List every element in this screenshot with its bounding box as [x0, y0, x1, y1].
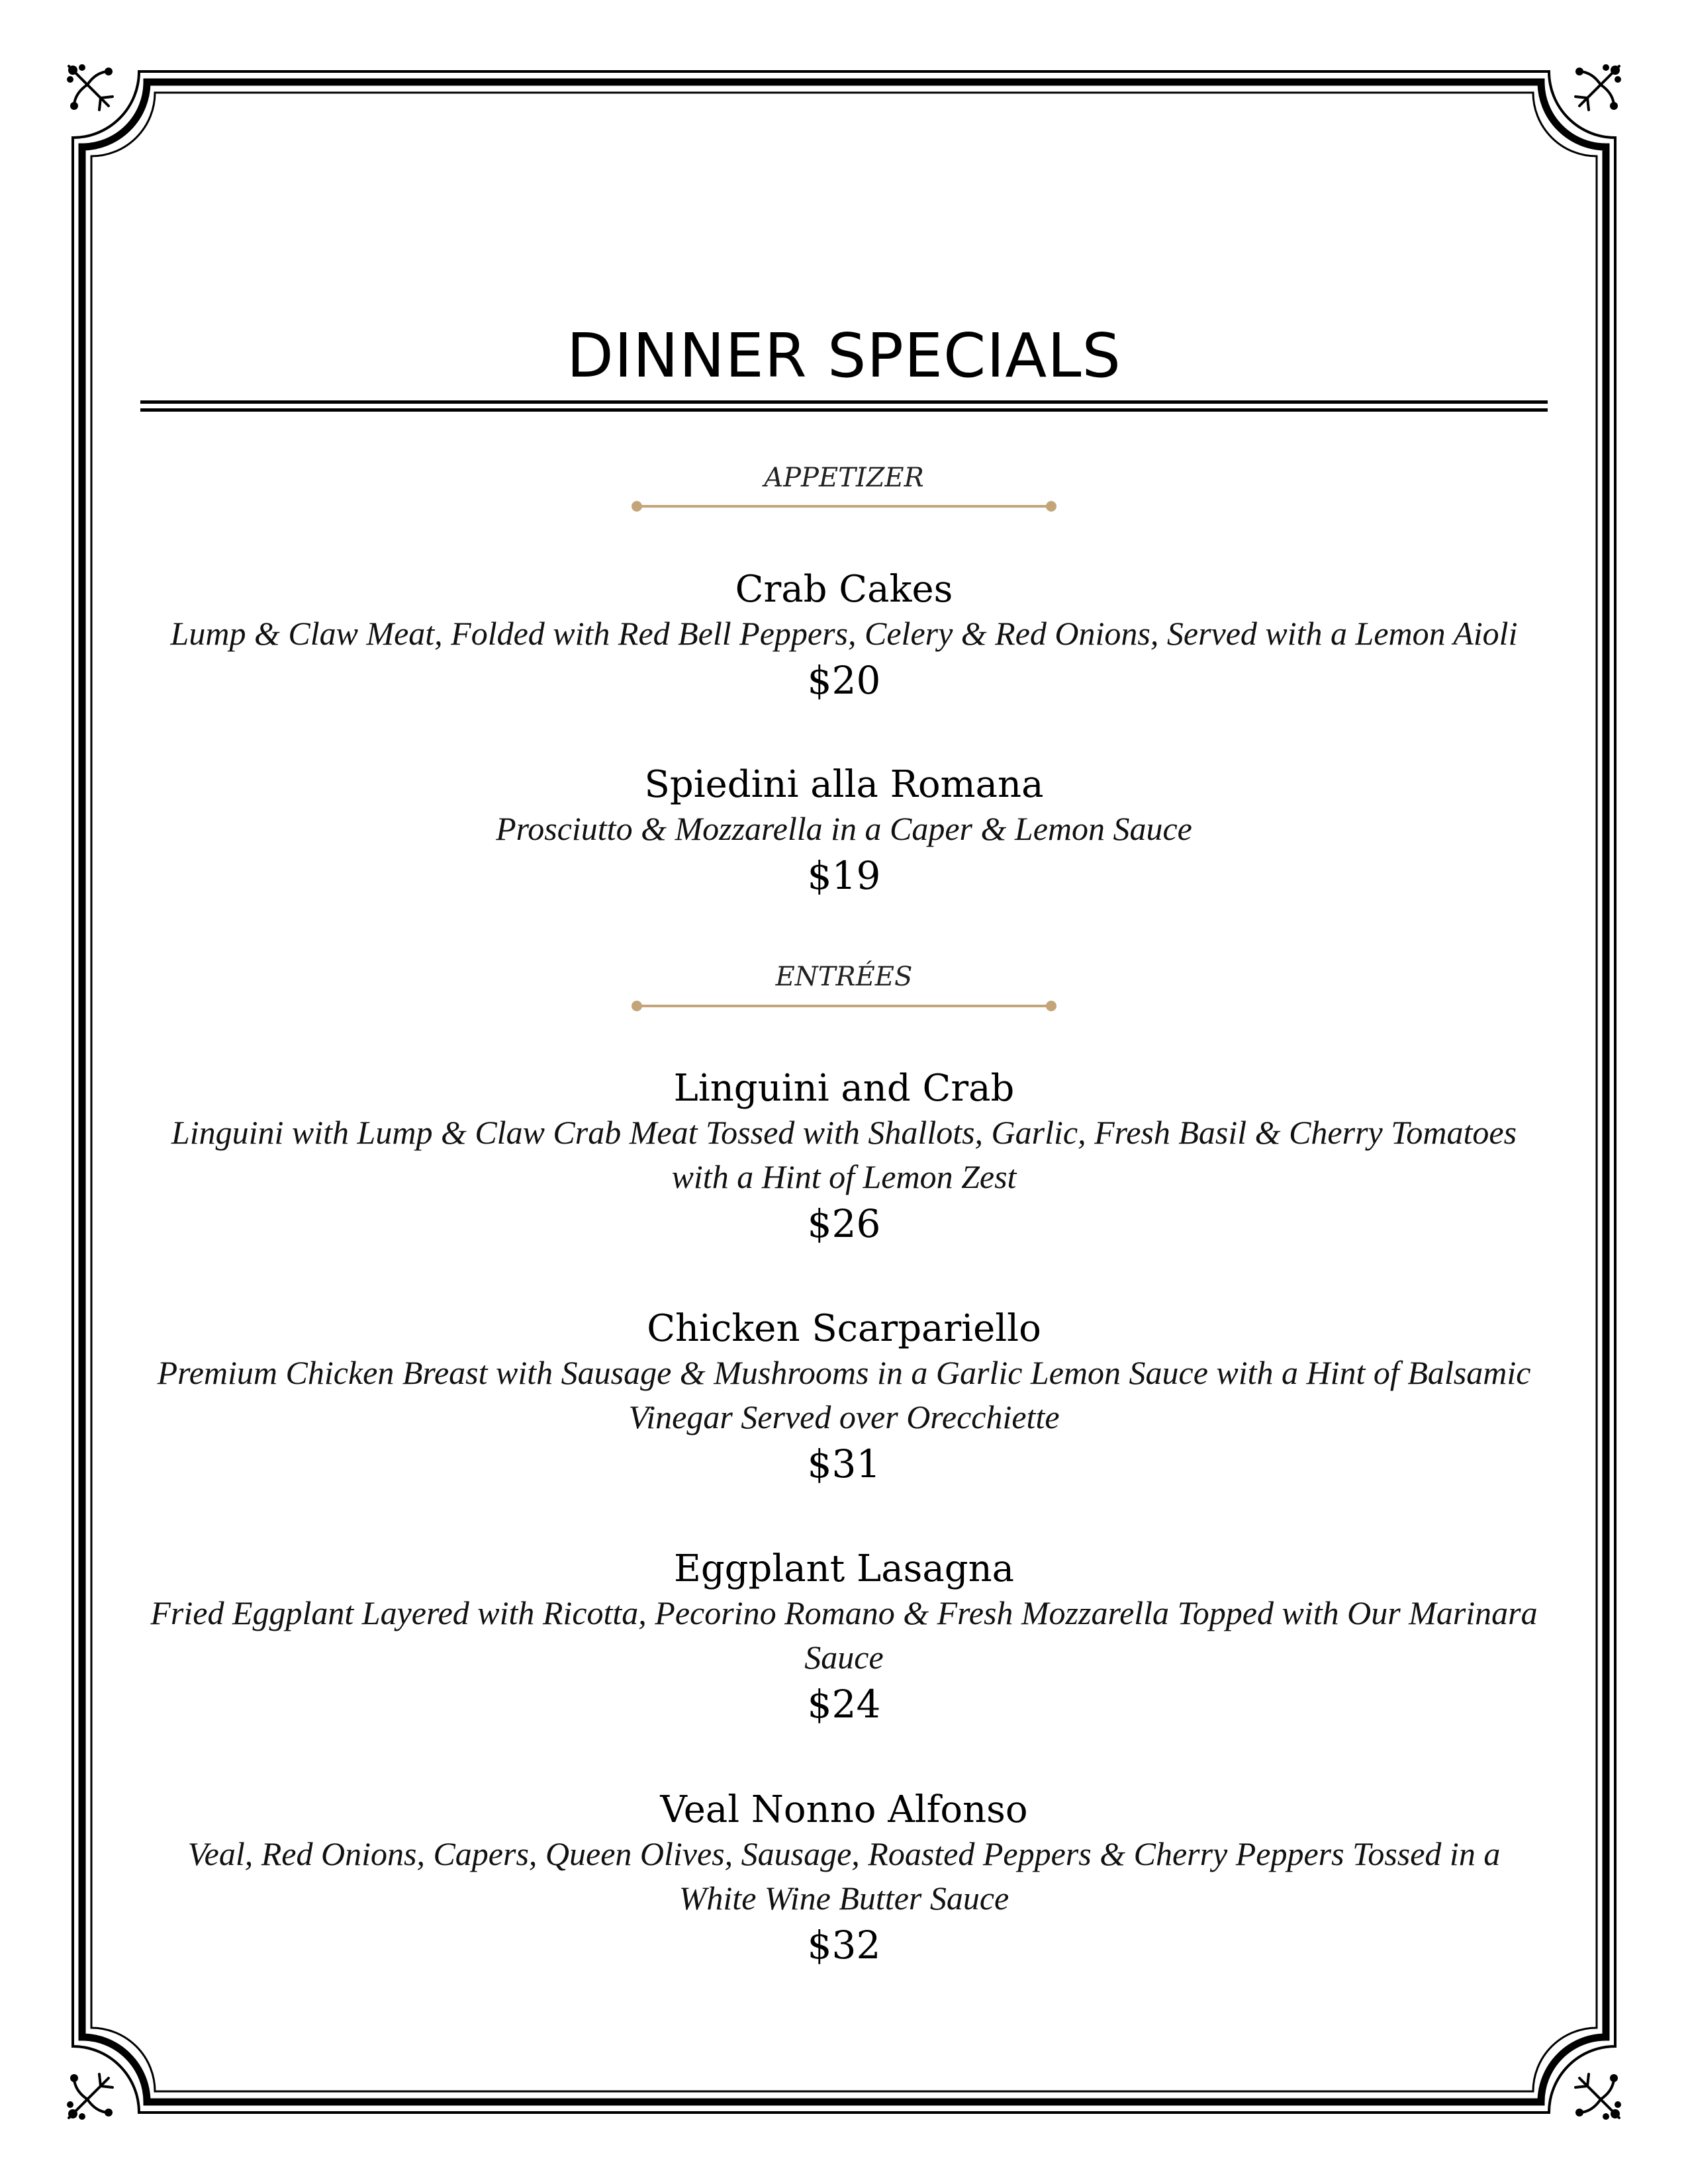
item-description: Premium Chicken Breast with Sausage & Mushrooms in a Garlic Lemon Sauce with a Hint of Balsamic Vinegar Served over Orecchiette [157, 1354, 1531, 1435]
dotted-rule-icon [630, 999, 1058, 1013]
item-description: Veal, Red Onions, Capers, Queen Olives, Sausage, Roasted Peppers & Cherry Peppers Tossed in a White Wine Butter Sauce [187, 1835, 1501, 1917]
item-name: Chicken Scarpariello [647, 1307, 1041, 1350]
page-title: DINNER SPECIALS [567, 320, 1121, 391]
item-name: Veal Nonno Alfonso [660, 1788, 1028, 1831]
item-name: Eggplant Lasagna [673, 1547, 1015, 1590]
menu-item [140, 568, 1548, 705]
menu-item [140, 1307, 1548, 1488]
item-name: Linguini and Crab [673, 1067, 1015, 1110]
item-price: $24 [807, 1682, 881, 1727]
floral-sprig-icon [61, 2066, 120, 2126]
item-description: Prosciutto & Mozzarella in a Caper & Lemon Sauce [496, 810, 1192, 847]
item-price: $26 [807, 1201, 881, 1246]
menu-item [140, 1788, 1548, 1970]
title-rule-top [140, 400, 1548, 404]
section-label-entrees: ENTRÉES [775, 962, 913, 992]
floral-sprig-icon [61, 58, 120, 118]
dotted-rule-icon [630, 500, 1058, 513]
item-price: $32 [807, 1923, 881, 1968]
menu-item [140, 1067, 1548, 1248]
menu-item [140, 1547, 1548, 1729]
item-name: Spiedini alla Romana [644, 763, 1044, 806]
item-price: $19 [807, 853, 881, 898]
menu-item [140, 763, 1548, 900]
item-price: $31 [807, 1441, 881, 1486]
item-description: Linguini with Lump & Claw Crab Meat Tossed with Shallots, Garlic, Fresh Basil & Cherry Tomatoes with a Hint of Lemon Zest [171, 1114, 1517, 1195]
section-label-appetizer: APPETIZER [764, 463, 924, 493]
item-name: Crab Cakes [735, 568, 953, 611]
item-price: $20 [807, 658, 881, 703]
item-description: Fried Eggplant Layered with Ricotta, Pecorino Romano & Fresh Mozzarella Topped with Our Marinara Sauce [150, 1594, 1538, 1676]
floral-sprig-icon [1568, 58, 1627, 118]
floral-sprig-icon [1568, 2066, 1627, 2126]
title-rule-bottom [140, 408, 1548, 412]
item-description: Lump & Claw Meat, Folded with Red Bell Peppers, Celery & Red Onions, Served with a Lemon Aioli [170, 615, 1518, 652]
